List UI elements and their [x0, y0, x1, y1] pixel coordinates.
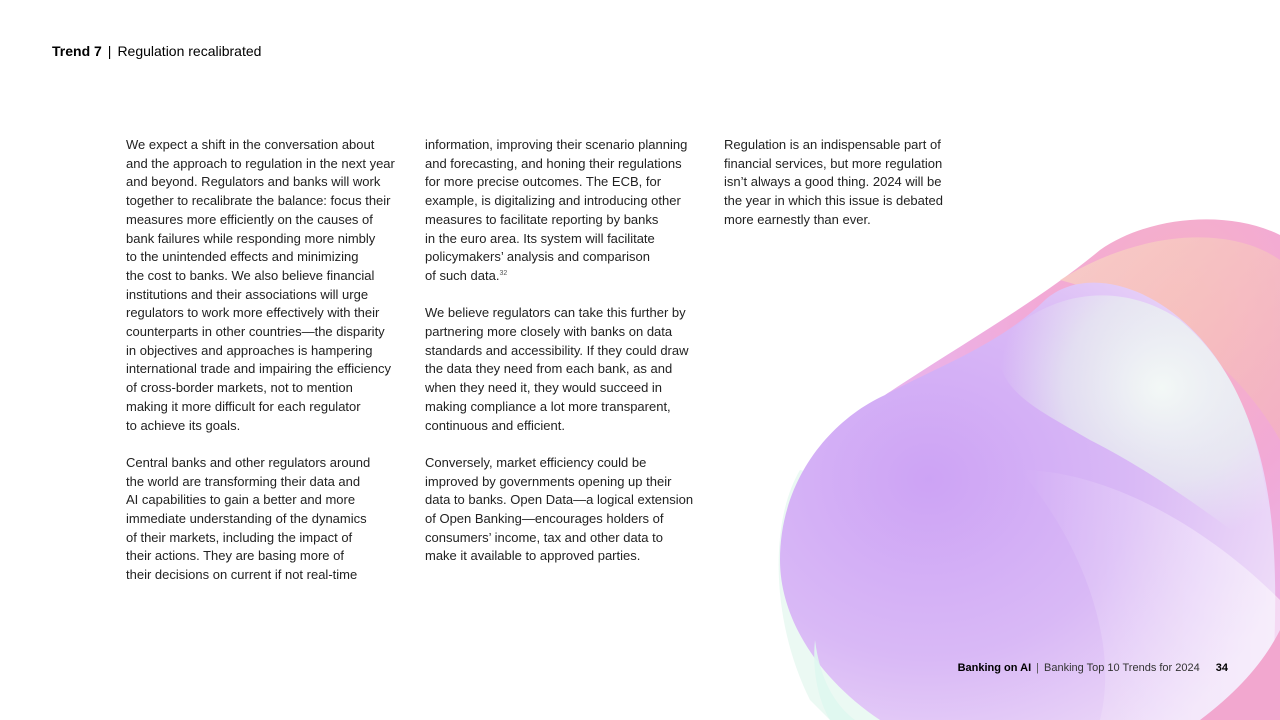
text-line: international trade and impairing the efficiency: [126, 361, 391, 377]
text-line: Conversely, market efficiency could be: [425, 454, 647, 470]
text-line: and beyond. Regulators and banks will work: [126, 174, 381, 190]
text-line: to the unintended effects and minimizing: [126, 249, 359, 265]
column-3-paragraph-1: [724, 136, 964, 230]
text-line: their actions. They are basing more of: [126, 548, 344, 564]
text-line: more earnestly than ever.: [724, 211, 871, 227]
text-line: in objectives and approaches is hampering: [126, 342, 373, 358]
text-line: and forecasting, and honing their regulations: [425, 155, 682, 171]
text-line: making compliance a lot more transparent,: [425, 398, 671, 414]
column-2-line-text: of such data.: [425, 267, 500, 283]
text-line: in the euro area. Its system will facilitate: [425, 230, 655, 246]
column-2-paragraph-2: [425, 304, 710, 435]
text-line: making it more difficult for each regulator: [126, 398, 361, 414]
text-line: Central banks and other regulators around: [126, 454, 371, 470]
text-line: counterparts in other countries—the disparity: [126, 324, 385, 340]
text-line: for more precise outcomes. The ECB, for: [425, 174, 662, 190]
page-header: [52, 43, 261, 59]
text-line: financial services, but more regulation: [724, 155, 943, 171]
text-column-2: [425, 136, 710, 585]
footer-brand: Banking on AI: [957, 662, 1032, 674]
header-separator: |: [107, 43, 112, 59]
text-line: isn’t always a good thing. 2024 will be: [724, 174, 942, 190]
text-line: the data they need from each bank, as and: [425, 361, 673, 377]
page-footer: [958, 661, 1228, 675]
text-line: immediate understanding of the dynamics: [126, 511, 367, 527]
text-line: information, improving their scenario planning: [425, 137, 688, 152]
text-line: of Open Banking—encourages holders of: [425, 511, 664, 527]
text-line: the world are transforming their data and: [126, 473, 361, 489]
text-line: the cost to banks. We also believe financial: [126, 267, 375, 283]
text-line: AI capabilities to gain a better and more: [126, 492, 356, 508]
column-1-paragraph-2: [126, 454, 411, 585]
text-column-3: [724, 136, 964, 248]
text-line: measures to facilitate reporting by banks: [425, 211, 659, 227]
text-line: Regulation is an indispensable part of: [724, 137, 941, 152]
text-line: the year in which this issue is debated: [724, 193, 943, 209]
text-line: We expect a shift in the conversation about: [126, 137, 375, 152]
footer-separator: |: [1036, 662, 1039, 674]
text-line: regulators to work more effectively with their: [126, 305, 380, 321]
text-line: example, is digitalizing and introducing other: [425, 193, 681, 209]
text-line: measures more efficiently on the causes of: [126, 211, 373, 227]
text-line: policymakers’ analysis and comparison: [425, 249, 650, 265]
text-line: standards and accessibility. If they could draw: [425, 342, 689, 358]
text-line: when they need it, they would succeed in: [425, 380, 663, 396]
text-line: to achieve its goals.: [126, 417, 241, 433]
column-2-paragraph-3: [425, 454, 710, 566]
text-line: consumers’ income, tax and other data to: [425, 529, 663, 545]
text-line: of their markets, including the impact of: [126, 529, 353, 545]
text-line: data to banks. Open Data—a logical extension: [425, 492, 694, 508]
text-line: together to recalibrate the balance: focus their: [126, 193, 391, 209]
trend-label: Trend 7: [52, 43, 102, 59]
text-line: bank failures while responding more nimbly: [126, 230, 376, 246]
text-line: their decisions on current if not real-time: [126, 567, 358, 583]
text-line: We believe regulators can take this further by: [425, 305, 686, 321]
column-2-paragraph-1-last-line: [425, 267, 710, 286]
text-line: and the approach to regulation in the next year: [126, 155, 395, 171]
text-line: make it available to approved parties.: [425, 548, 641, 564]
text-column-1: [126, 136, 411, 604]
page-number: 34: [1215, 662, 1228, 674]
column-1-paragraph-1: [126, 136, 411, 435]
text-line: partnering more closely with banks on data: [425, 324, 673, 340]
footnote-marker: 32: [499, 269, 508, 277]
text-line: institutions and their associations will urge: [126, 286, 369, 302]
page-title: Regulation recalibrated: [117, 43, 262, 59]
text-line: of cross-border markets, not to mention: [126, 380, 353, 396]
column-2-paragraph-1: [425, 136, 710, 286]
text-line: improved by governments opening up their: [425, 473, 672, 489]
text-line: continuous and efficient.: [425, 417, 565, 433]
footer-publication: Banking Top 10 Trends for 2024: [1044, 662, 1200, 674]
